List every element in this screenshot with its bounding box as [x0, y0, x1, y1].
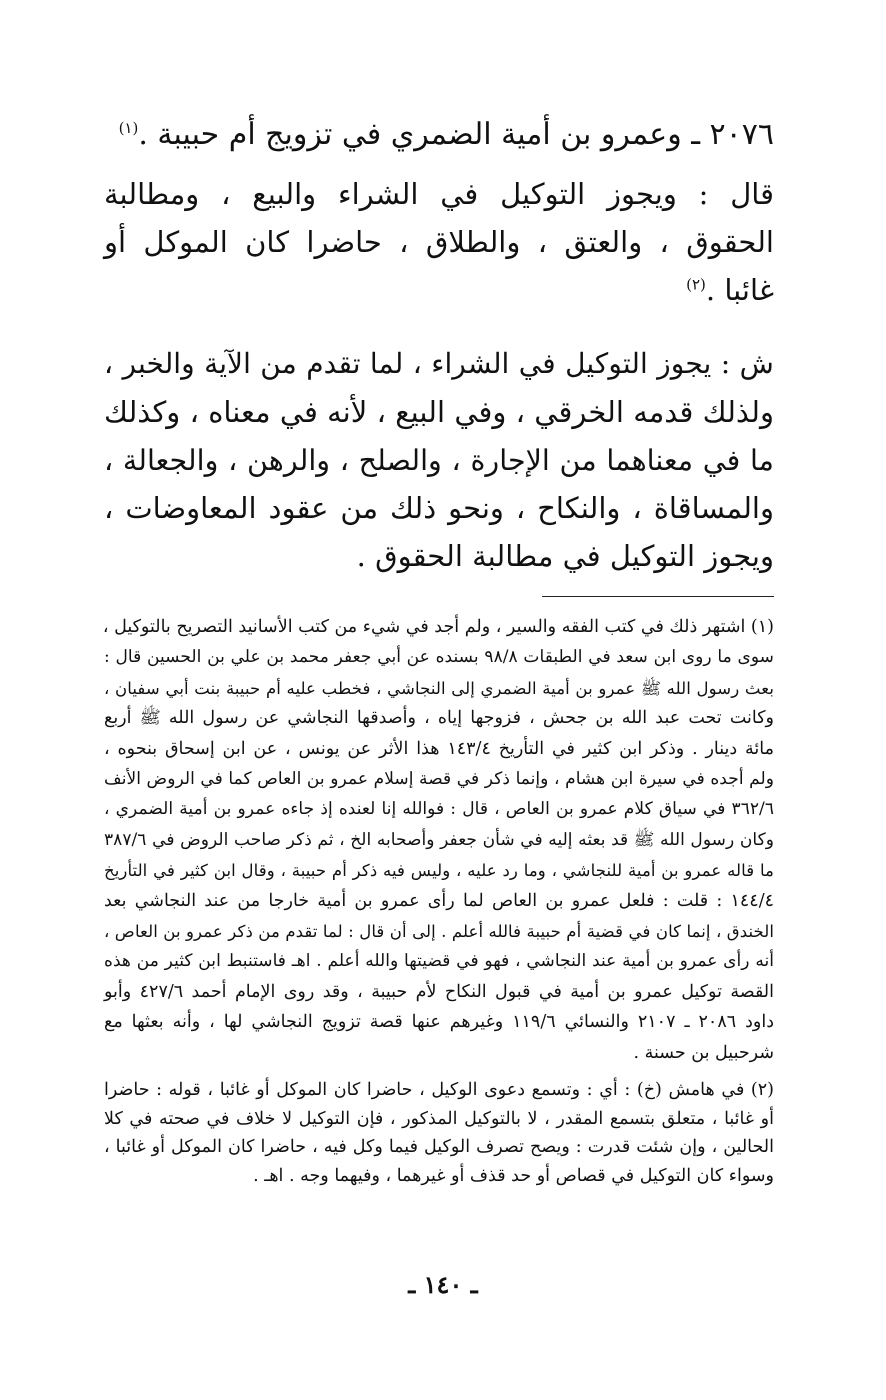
- footnote-line: ٣٦٢/٦ في سياق كلام عمرو بن العاص ، قال : فوالله إنا لعنده إذ جاءه عمرو بن أمية الضمري ،: [104, 799, 774, 820]
- sharh-line: ولذلك قدمه الخرقي ، وفي البيع ، لأنه في معناه ، وكذلك: [104, 395, 774, 429]
- footnote-separator: [542, 596, 774, 597]
- sharh-paragraph: [104, 340, 774, 580]
- footnote-line: بعث رسول الله ﷺ عمرو بن أمية الضمري إلى النجاشي ، فخطب عليه أم حبيبة بنت أبي سفيان ،: [104, 677, 774, 698]
- section-heading: [104, 112, 774, 158]
- page-number: ـ ١٤٠ ـ: [408, 1270, 478, 1299]
- footnote-line: وكانت تحت عبد الله بن جحش ، فزوجها إياه ، وأصدقها النجاشي عن رسول الله ﷺ أربع: [104, 708, 774, 729]
- matn-line: [104, 266, 774, 314]
- footnote-line: ولم أجده في سيرة ابن هشام ، وإنما ذكر في قصة إسلام عمرو بن العاص كما في الروض الأنف: [104, 769, 774, 790]
- matn-line: قال : ويجوز التوكيل في الشراء والبيع ، ومطالبة: [104, 177, 774, 211]
- footnote-line: أو غائبا ، متعلق بتسمع المقدر ، لا بالتوكيل المذكور ، فإن التوكيل لا خلاف في صحته في كلا: [104, 1108, 774, 1129]
- footnote-line: مائة دينار . وذكر ابن كثير في التأريخ ١٤٣/٤ هذا الأثر عن يونس ، عن ابن إسحاق بنحوه ،: [104, 738, 774, 759]
- matn-line: الحقوق ، والعتق ، والطلاق ، حاضرا كان الموكل أو: [104, 225, 774, 259]
- footnote-2: [104, 1076, 774, 1190]
- main-text: [104, 112, 774, 580]
- sharh-line: ما في معناهما من الإجارة ، والصلح ، والرهن ، والجعالة ،: [104, 443, 774, 477]
- footnote-line: داود ٢٠٨٦ ـ ٢١٠٧ والنسائي ١١٩/٦ وغيرهم عنها قصة تزويج النجاشي لها ، وأنه بعثها مع: [104, 1012, 774, 1033]
- footnote-line: الحالين ، وإن شئت قدرت : ويصح تصرف الوكيل فيما وكل فيه ، حاضرا كان الموكل أو غائبا ،: [104, 1137, 774, 1158]
- footnote-line: ما قاله عمرو بن أمية للنجاشي ، وما رد عليه ، وليس فيه ذكر أم حبيبة ، وقال ابن كثير في التأريخ: [104, 860, 774, 881]
- footnotes: [104, 612, 774, 1190]
- footnote-line: (١) اشتهر ذلك في كتب الفقه والسير ، ولم أجد في شيء من كتب الأسانيد التصريح بالتوكيل ،: [102, 617, 774, 637]
- section-heading-text: ٢٠٧٦ ـ وعمرو بن أمية الضمري في تزويج أم حبيبة .: [138, 117, 774, 152]
- matn-paragraph: [104, 170, 774, 314]
- footnote-line: وسواء كان التوكيل في قصاص أو حد قذف أو غيرهما ، وفيهما وجه . اهـ .: [253, 1165, 774, 1186]
- footnote-line: شرحبيل بن حسنة .: [633, 1042, 774, 1063]
- footnote-1: [104, 612, 774, 1068]
- footnote-line: أنه رأى عمرو بن أمية عند النجاشي ، فهو في قضيتها والله أعلم . اهـ فاستنبط ابن كثير من هذه: [104, 951, 774, 972]
- footnote-ref-1[interactable]: (١): [118, 119, 139, 137]
- footnote-line: وكان رسول الله ﷺ قد بعثه إليه في شأن جعفر وأصحابه الخ ، ثم ذكر صاحب الروض في ٣٨٧/٦: [104, 829, 774, 850]
- footnote-line: سوى ما روى ابن سعد في الطبقات ٩٨/٨ بسنده عن أبي جعفر محمد بن علي بن الحسين قال :: [104, 647, 774, 668]
- matn-line-text: غائبا .: [705, 273, 774, 307]
- footnote-line: الخندق ، إنما كان في قضية أم حبيبة فالله أعلم . إلى أن قال : لما تقدم من ذكر عمرو بن العاص ،: [104, 921, 774, 942]
- footnote-line: (٢) في هامش (خ) : أي : وتسمع دعوى الوكيل ، حاضرا كان الموكل أو غائبا ، قوله : حاضرا: [104, 1080, 774, 1101]
- sharh-line: ويجوز التوكيل في مطالبة الحقوق .: [356, 539, 774, 573]
- sharh-line: والمساقاة ، والنكاح ، ونحو ذلك من عقود المعاوضات ،: [104, 491, 774, 525]
- footnote-line: القصة توكيل عمرو بن أمية في قبول النكاح لأم حبيبة ، وقد روى الإمام أحمد ٤٢٧/٦ وأبو: [104, 981, 774, 1002]
- footnote-ref-2[interactable]: (٢): [686, 275, 706, 294]
- sharh-line: ش : يجوز التوكيل في الشراء ، لما تقدم من الآية والخبر ،: [104, 347, 774, 380]
- footnote-line: ١٤٤/٤ : قلت : فلعل عمرو بن العاص لما رأى عمرو بن أمية خارجا من عند النجاشي بعد: [104, 890, 774, 911]
